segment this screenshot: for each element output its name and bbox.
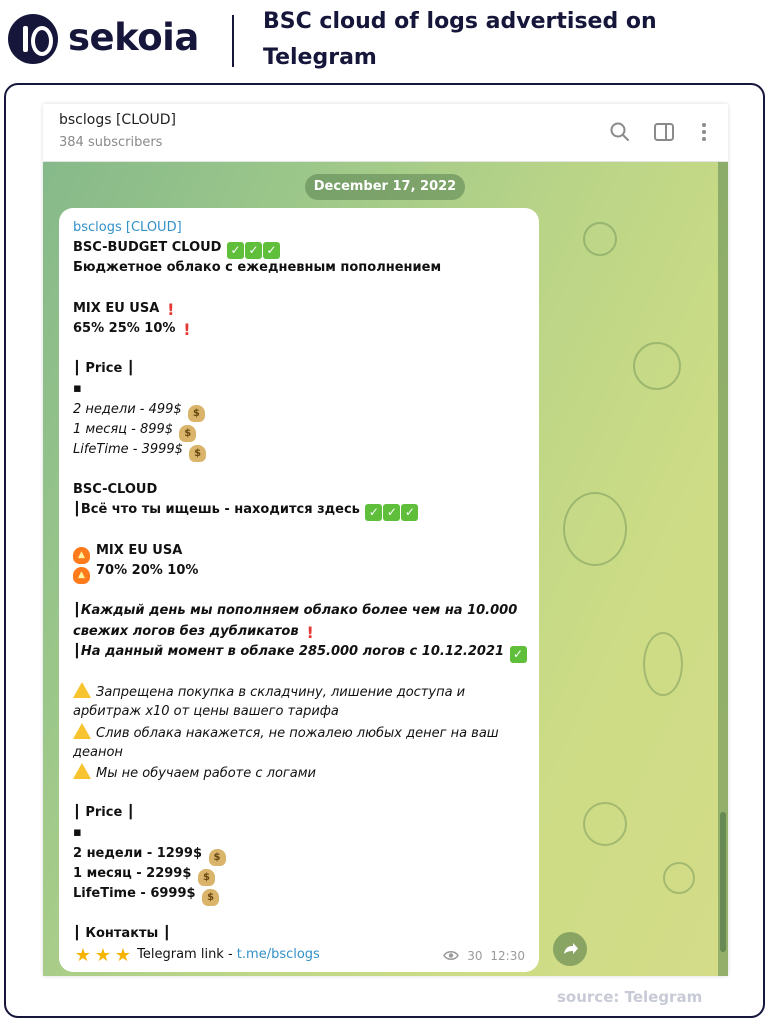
exclamation-icon: !: [183, 319, 191, 339]
message-time: 12:30: [490, 949, 525, 963]
message-line: ┃ Price ┃: [73, 361, 135, 377]
warning-icon: [73, 763, 91, 779]
star-icon: ★: [74, 944, 92, 966]
message-meta: [443, 949, 525, 963]
forward-arrow-icon: [553, 932, 587, 966]
header-divider: [232, 15, 234, 67]
background-doodle: [583, 802, 627, 846]
logo-text: sekoia: [68, 16, 199, 59]
search-icon[interactable]: [609, 121, 631, 143]
message-line: ┃ Price ┃: [73, 805, 135, 821]
telegram-window: [43, 104, 728, 976]
message-line: ▲ 70% 20% 10%: [73, 561, 533, 581]
exclamation-icon: !: [167, 299, 175, 319]
background-doodle: [583, 222, 617, 256]
star-icon: ★: [94, 944, 112, 966]
message-line: 2 недели - 1299$ $: [73, 844, 533, 864]
views-eye-icon: [443, 950, 459, 961]
message-line: 1 месяц - 899$ $: [73, 420, 533, 440]
message-line: свежих логов без дубликатов !: [73, 622, 314, 642]
message-line: BSC-CLOUD: [73, 482, 158, 498]
channel-header[interactable]: [43, 104, 728, 162]
check-mark-icon: ✓: [227, 242, 244, 259]
chat-area[interactable]: [43, 162, 728, 976]
message-line: Слив облака накажется, не пожалею любых денег на ваш: [73, 723, 533, 743]
background-doodle: [643, 632, 683, 696]
fire-icon: ▲: [73, 547, 90, 564]
exclamation-icon: !: [306, 622, 314, 642]
background-doodle: [563, 492, 627, 566]
message-sender[interactable]: bsclogs [CLOUD]: [73, 220, 182, 235]
message-line: 65% 25% 10% !: [73, 319, 191, 339]
money-bag-icon: $: [209, 849, 226, 866]
message-line: ▪: [73, 381, 82, 397]
message-line: ┃На данный момент в облаке 285.000 логов с 10.12.2021 ✓: [73, 642, 533, 662]
sidebar-toggle-icon[interactable]: [653, 121, 675, 143]
warning-icon: [73, 682, 91, 698]
source-caption: source: Telegram: [557, 988, 703, 1006]
telegram-link[interactable]: t.me/bsclogs: [236, 946, 320, 962]
message-line: ▲ MIX EU USA: [73, 541, 533, 561]
background-doodle: [633, 342, 681, 390]
page-header: [0, 0, 771, 82]
chat-scrollbar[interactable]: [720, 812, 726, 952]
message-line: Бюджетное облако с ежедневным пополнением: [73, 260, 442, 276]
message-line: ★ ★ ★ Telegram link - t.me/bsclogs: [74, 944, 320, 966]
message-body: [73, 218, 533, 965]
money-bag-icon: $: [188, 405, 205, 422]
message-line: деанон: [73, 744, 123, 760]
forward-button[interactable]: [553, 932, 587, 966]
check-mark-icon: ✓: [263, 242, 280, 259]
more-options-icon[interactable]: [693, 121, 715, 143]
fire-icon: ▲: [73, 567, 90, 584]
star-icon: ★: [114, 944, 132, 966]
check-mark-icon: ✓: [365, 504, 382, 521]
message-line: LifeTime - 6999$ $: [73, 884, 533, 904]
check-mark-icon: ✓: [383, 504, 400, 521]
message-line: LifeTime - 3999$ $: [73, 440, 533, 460]
message-line: Запрещена покупка в складчину, лишение доступа и: [73, 682, 533, 702]
channel-name[interactable]: bsclogs [CLOUD]: [59, 112, 177, 128]
message-line: ┃Всё что ты ищешь - находится здесь ✓ ✓ ✓: [73, 500, 533, 520]
money-bag-icon: $: [202, 889, 219, 906]
message-line: арбитраж x10 от цены вашего тарифа: [73, 704, 339, 720]
date-separator: December 17, 2022: [305, 174, 465, 200]
subscriber-count: 384 subscribers: [59, 135, 163, 150]
message-bubble[interactable]: [59, 208, 539, 972]
page-title: BSC cloud of logs advertised on Telegram: [263, 9, 657, 70]
message-line: ▪: [73, 825, 82, 841]
view-count: 30: [467, 949, 483, 963]
sekoia-logo-mark: [8, 14, 58, 64]
message-line: 2 недели - 499$ $: [73, 400, 533, 420]
message-line: ┃Каждый день мы пополняем облако более чем на 10.000: [73, 603, 518, 619]
background-doodle: [663, 862, 695, 894]
message-line: BSC-BUDGET CLOUD ✓ ✓ ✓: [73, 238, 533, 258]
message-line: 1 месяц - 2299$ $: [73, 864, 533, 884]
money-bag-icon: $: [198, 869, 215, 886]
money-bag-icon: $: [189, 445, 206, 462]
check-mark-icon: ✓: [245, 242, 262, 259]
warning-icon: [73, 723, 91, 739]
check-mark-icon: ✓: [510, 646, 527, 663]
message-line: Мы не обучаем работе с логами: [73, 763, 533, 783]
money-bag-icon: $: [179, 425, 196, 442]
sekoia-logo: [8, 14, 208, 66]
message-line: MIX EU USA !: [73, 299, 175, 319]
check-mark-icon: ✓: [401, 504, 418, 521]
message-line: ┃ Контакты ┃: [73, 926, 171, 942]
